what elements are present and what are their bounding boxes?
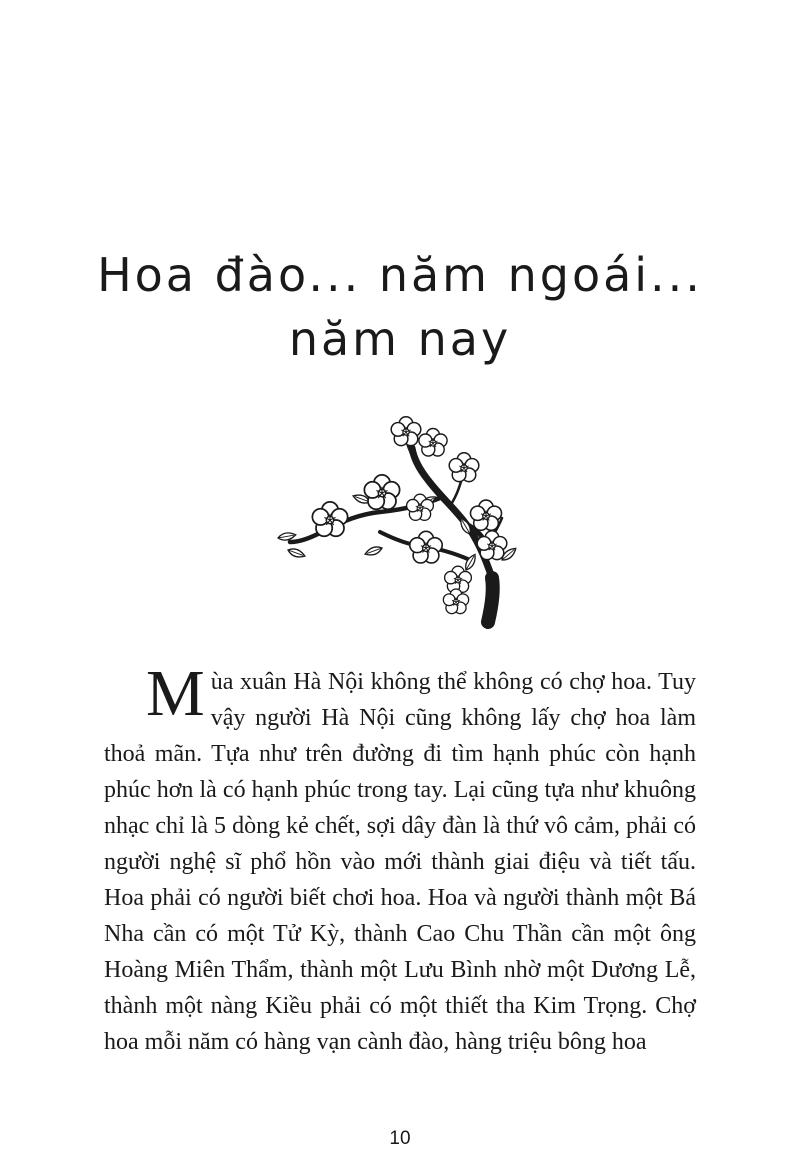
peach-blossom-branch-icon [270,410,530,635]
body-paragraph-text: ùa xuân Hà Nội không thể không có chợ hoa. Tuy vậy người Hà Nội cũng không lấy chợ hoa làm thoả mãn. Tựa như trên đường đi tìm hạnh phúc còn hạnh phúc hơn là có hạnh phúc trong tay. Lại cũng tựa như khuông nhạc chỉ là 5 dòng kẻ chết, sợi dây đàn là thứ vô cảm, phải có người nghệ sĩ phổ hồn vào mới thành giai điệu và tiết tấu. Hoa phải có người biết chơi hoa. Hoa và người thành một Bá Nha cần có một Tử Kỳ, thành Cao Chu Thần cần một ông Hoàng Miên Thẩm, thành một Lưu Bình nhờ một Dương Lễ, thành một nàng Kiều phải có một thiết tha Kim Trọng. Chợ hoa mỗi năm có hàng vạn cành đào, hàng triệu bông hoa [104,669,696,1055]
body-paragraph [104,657,696,1060]
chapter-title-line-1: Hoa đào... năm ngoái... [97,248,703,302]
chapter-title-line-2: năm nay [288,312,512,366]
drop-cap: M [146,657,205,730]
page-number: 10 [389,1128,411,1149]
